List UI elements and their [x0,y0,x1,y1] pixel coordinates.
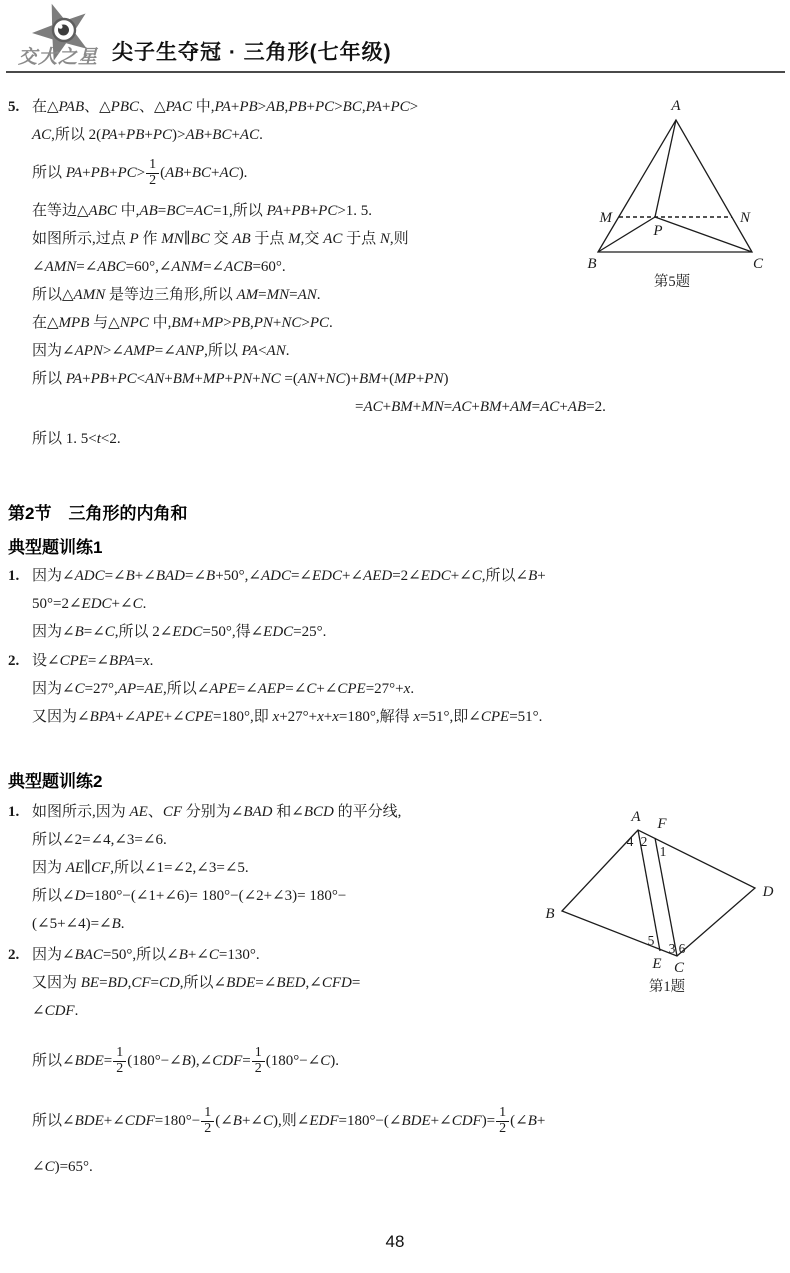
solution-line: 所以 PA+PB+PC<AN+BM+MP+PN+NC =(AN+NC)+BM+(MP+PN) [32,371,449,387]
point-label-M: M [599,210,612,226]
solution-line: 所以△AMN 是等边三角形,所以 AM=MN=AN. [32,287,321,303]
solution-line: 所以∠BDE+∠CDF=180°− $\frac{1}{2}$ (∠B+∠C),则∠EDF=180°−(∠BDE+∠CDF)= $\frac{1}{2}$ (∠B+ [32,1105,546,1137]
solution-line: 因为∠ADC=∠B+∠BAD=∠B+50°,∠ADC=∠EDC+∠AED=2∠EDC+∠C,所以∠B+ [32,568,546,584]
training-1-item-2 [8,647,542,731]
solution-line: 因为 AE∥CF,所以∠1=∠2,∠3=∠5. [32,860,249,876]
solution-line: 如图所示,过点 P 作 MN∥BC 交 AB 于点 M,交 AC 于点 N,则 [32,231,409,247]
solution-line: 所以 PA+PB+PC> $\frac{1}{2}$ (AB+BC+AC). [32,157,248,189]
point-label-E: E [652,956,662,972]
figure-training2-problem-1 [528,806,790,1001]
point-label-B: B [545,906,555,922]
item-number: 1. [8,568,20,584]
figure-caption: 第5题 [653,274,691,290]
solution-line: 因为∠C=27°,AP=AE,所以∠APE=∠AEP=∠C+∠CPE=27°+x. [32,681,415,697]
triangle-ABC [598,120,752,252]
training-1-item-1 [8,562,546,646]
angle-label-3: 3 [668,941,676,956]
solution-line: 因为∠BAC=50°,所以∠B+∠C=130°. [32,947,260,963]
quadrilateral-ABDC [562,830,755,956]
point-label-C: C [673,960,685,976]
solution-line: 在等边△ABC 中,AB=BC=AC=1,所以 PA+PB+PC>1. 5. [32,203,373,219]
solution-line: ∠AMN=∠ABC=60°,∠ANM=∠ACB=60°. [32,259,286,275]
solution-line: 所以∠BDE= $\frac{1}{2}$ (180°−∠B),∠CDF= $\frac{1}{2}$ (180°−∠C). [32,1045,340,1077]
item-number: 1. [8,804,20,820]
angle-label-5: 5 [647,933,655,948]
solution-line: 所以∠2=∠4,∠3=∠6. [32,832,167,848]
solution-line: =AC+BM+MN=AC+BM+AM=AC+AB=2. [355,399,606,415]
point-label-N: N [740,210,751,226]
book-title: 尖子生夺冠 · 三角形(七年级) [112,41,392,64]
training-1-heading: 典型题训练1 [8,538,103,557]
point-label-F: F [657,816,667,832]
solution-line: 因为∠APN>∠AMP=∠ANP,所以 PA<AN. [32,343,290,359]
point-label-P: P [653,223,663,239]
section-heading: 第2节 三角形的内角和 [8,504,188,523]
figure-caption: 第1题 [648,979,686,995]
solution-line: 在△PAB、△PBC、△PAC 中,PA+PB>AB,PB+PC>BC,PA+PC> [32,99,419,115]
page-header [0,0,790,78]
solution-line: 又因为 BE=BD,CF=CD,所以∠BDE=∠BED,∠CFD= [32,975,361,991]
angle-label-1: 1 [659,844,667,859]
solution-line: 又因为∠BPA+∠APE+∠CPE=180°,即 x+27°+x+x=180°,解得 x=51°,即∠CPE=51°. [32,709,543,725]
solution-line: 因为∠B=∠C,所以 2∠EDC=50°,得∠EDC=25°. [32,624,327,640]
page-number: 48 [385,1232,405,1251]
solution-line: (∠5+∠4)=∠B. [32,916,125,932]
logo-wordmark: 交大之星 [18,47,99,68]
training-2-heading: 典型题训练2 [8,772,103,791]
solution-line: 所以 1. 5<t<2. [32,431,121,447]
solution-line: 设∠CPE=∠BPA=x. [32,653,154,669]
segment-CP [655,217,752,252]
problem-number: 5. [8,99,20,115]
segment-AP [655,120,676,217]
angle-label-6: 6 [678,941,686,956]
item-number: 2. [8,947,20,963]
point-label-D: D [762,884,774,900]
solution-line: 如图所示,因为 AE、CF 分别为∠BAD 和∠BCD 的平分线, [32,804,402,820]
angle-label-2: 2 [640,834,648,849]
point-label-A: A [631,809,641,825]
solution-line: 所以∠D=180°−(∠1+∠6)= 180°−(∠2+∠3)= 180°− [32,888,347,904]
training-2-item-1 [8,798,401,938]
figure-problem-5 [570,93,790,298]
solution-line: ∠C)=65°. [32,1159,93,1175]
solution-line: 50°=2∠EDC+∠C. [32,596,147,612]
solution-line: ∠CDF. [32,1003,79,1019]
point-label-A: A [671,98,681,114]
problem-5-solution [8,93,606,453]
solution-line: 在△MPB 与△NPC 中,BM+MP>PB,PN+NC>PC. [32,315,333,331]
item-number: 2. [8,653,20,669]
training-2-item-2 [8,941,545,1181]
angle-label-4: 4 [626,834,634,849]
solution-line: AC,所以 2(PA+PB+PC)>AB+BC+AC. [32,127,263,143]
point-label-C: C [752,256,764,272]
header-divider [6,71,785,73]
point-label-B: B [587,256,597,272]
